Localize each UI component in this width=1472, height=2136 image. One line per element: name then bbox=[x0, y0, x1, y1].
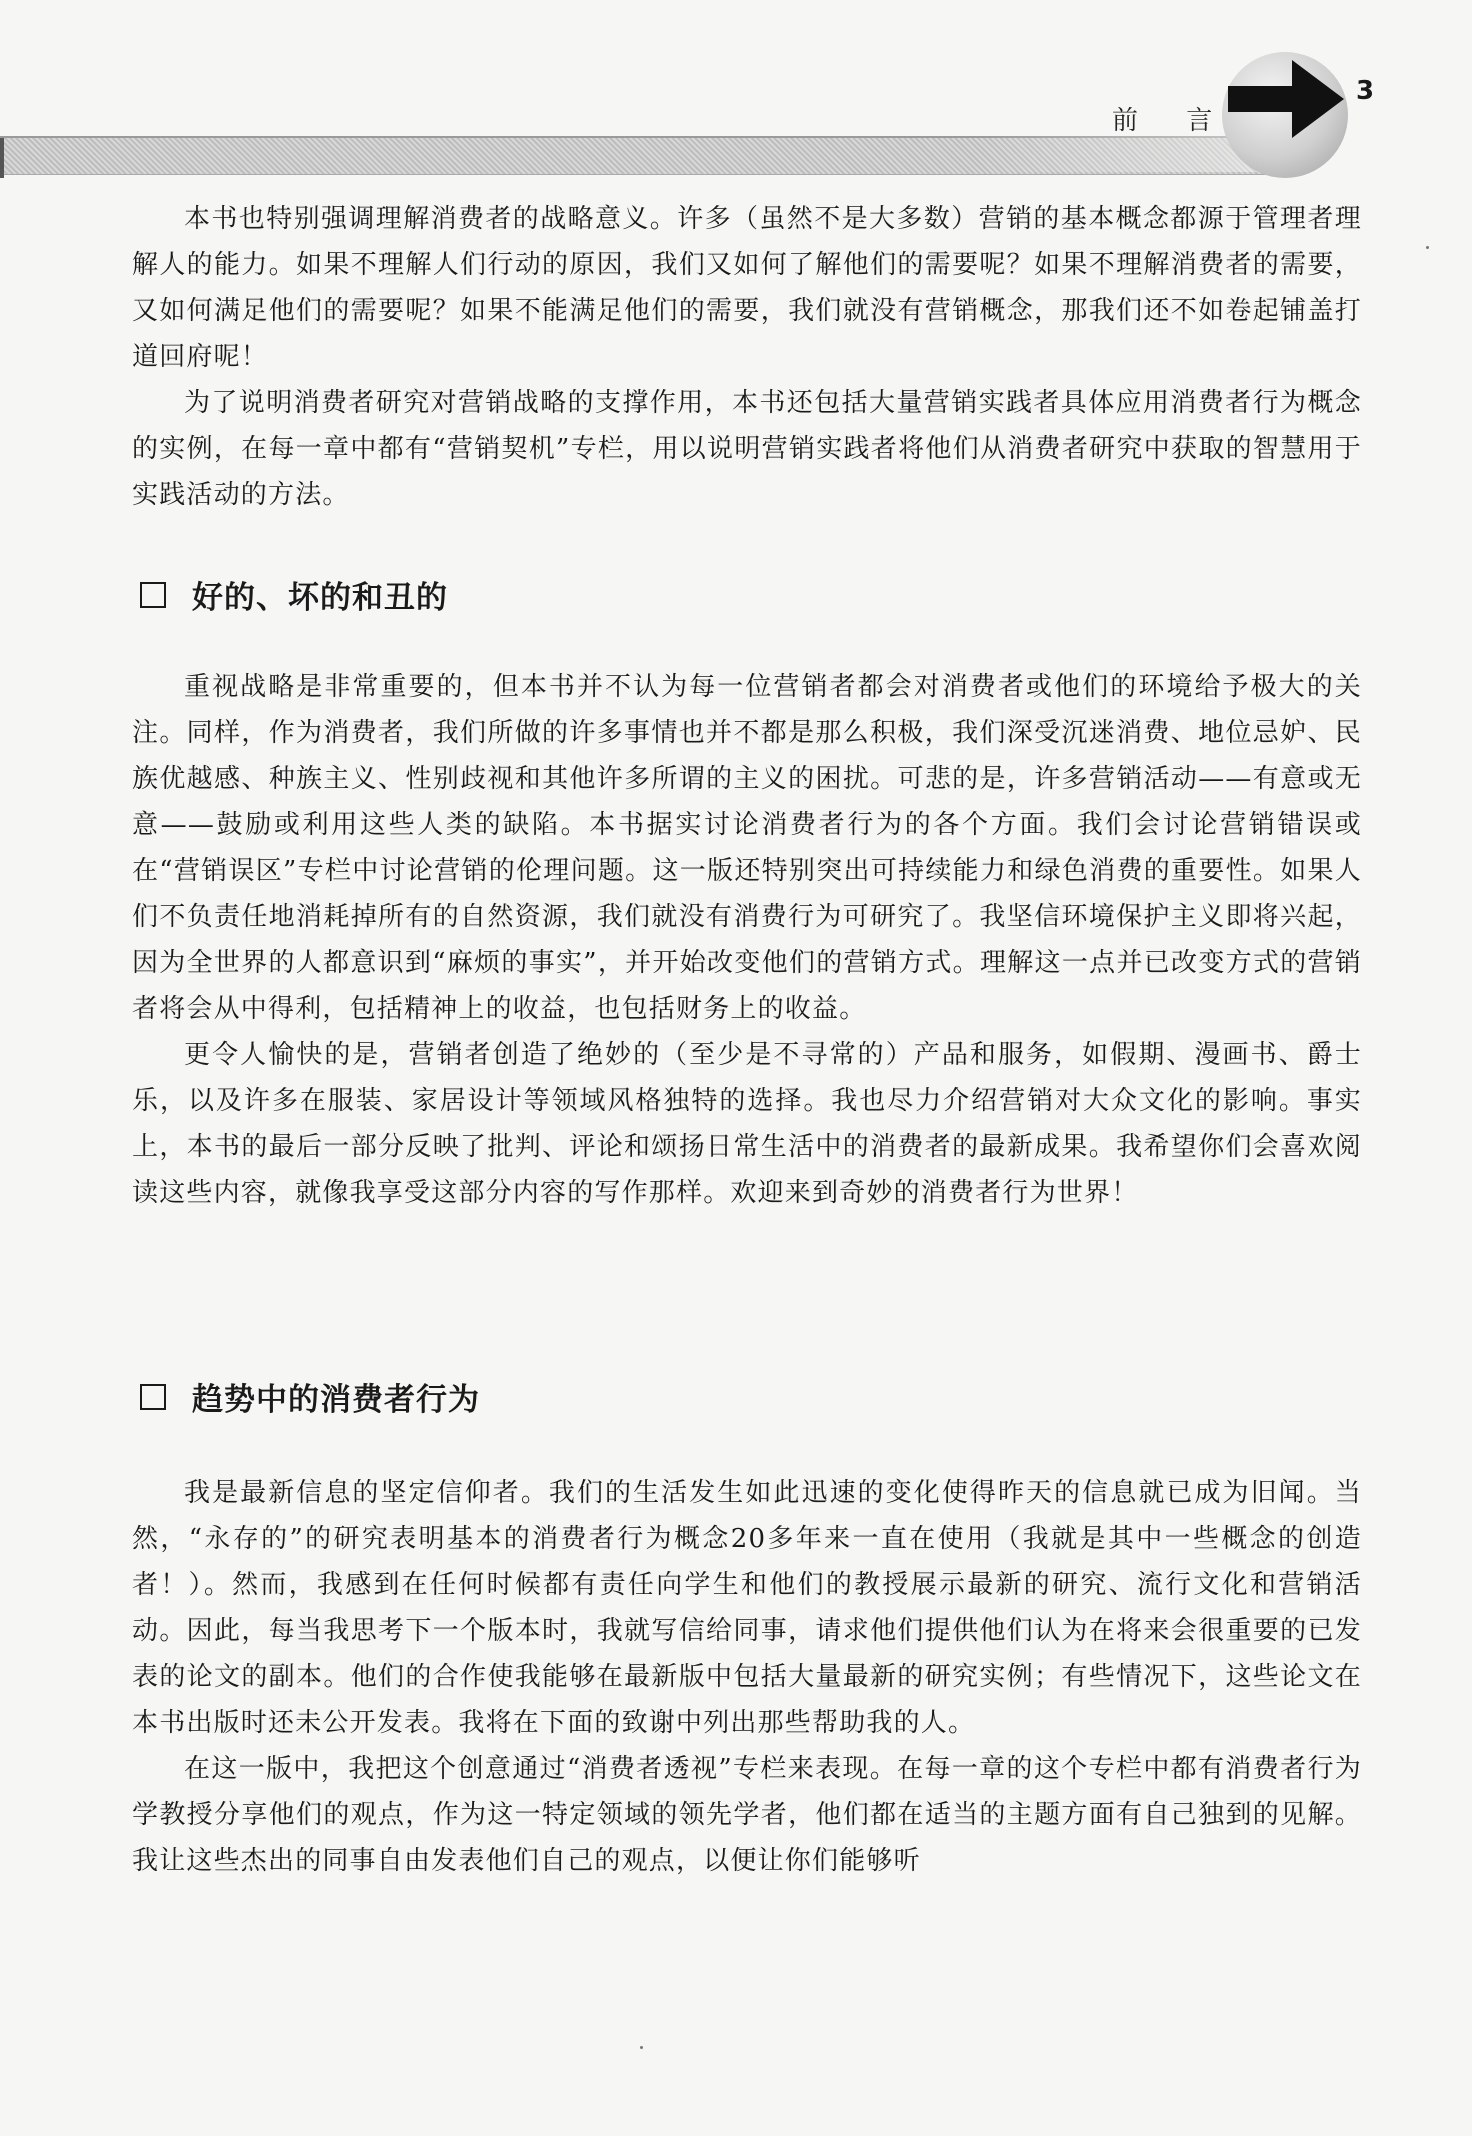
section-heading bbox=[140, 572, 448, 617]
section-heading bbox=[140, 1374, 480, 1419]
paragraph: 本书也特别强调理解消费者的战略意义。许多（虽然不是大多数）营销的基本概念都源于管理者理解人的能力。如果不理解人们行动的原因，我们又如何了解他们的需要呢？如果不理解消费者的需要，又如何满足他们的需要呢？如果不能满足他们的需要，我们就没有营销概念，那我们还不如卷起铺盖打道回府呢！ bbox=[132, 204, 1362, 372]
paragraph: 为了说明消费者研究对营销战略的支撑作用，本书还包括大量营销实践者具体应用消费者行为概念的实例，在每一章中都有“营销契机”专栏，用以说明营销实践者将他们从消费者研究中获取的智慧用于实践活动的方法。 bbox=[132, 388, 1362, 510]
section-heading-text: 趋势中的消费者行为 bbox=[192, 1382, 480, 1418]
intro-section bbox=[132, 196, 1362, 518]
paragraph: 更令人愉快的是，营销者创造了绝妙的（至少是不寻常的）产品和服务，如假期、漫画书、爵士乐，以及许多在服装、家居设计等领域风格独特的选择。我也尽力介绍营销对大众文化的影响。事实上，本书的最后一部分反映了批判、评论和颂扬日常生活中的消费者的最新成果。我希望你们会喜欢阅读这些内容，就像我享受这部分内容的写作那样。欢迎来到奇妙的消费者行为世界！ bbox=[132, 1040, 1362, 1208]
paragraph: 在这一版中，我把这个创意通过“消费者透视”专栏来表现。在每一章的这个专栏中都有消费者行为学教授分享他们的观点，作为这一特定领域的领先学者，他们都在适当的主题方面有自己独到的见解。我让这些杰出的同事自由发表他们自己的观点，以便让你们能够听 bbox=[132, 1754, 1362, 1876]
section-heading-text: 好的、坏的和丑的 bbox=[192, 580, 448, 616]
running-head: 前 言 bbox=[1112, 106, 1233, 136]
page-number: 3 bbox=[1356, 76, 1375, 106]
scan-speck bbox=[1426, 246, 1429, 249]
trends-section bbox=[132, 1470, 1362, 1884]
good-bad-ugly-section bbox=[132, 664, 1362, 1216]
header-band-fade bbox=[0, 136, 1300, 172]
paragraph: 重视战略是非常重要的，但本书并不认为每一位营销者都会对消费者或他们的环境给予极大的关注。同样，作为消费者，我们所做的许多事情也并不都是那么积极，我们深受沉迷消费、地位忌妒、民族优越感、种族主义、性别歧视和其他许多所谓的主义的困扰。可悲的是，许多营销活动——有意或无意——鼓励或利用这些人类的缺陷。本书据实讨论消费者行为的各个方面。我们会讨论营销错误或在“营销误区”专栏中讨论营销的伦理问题。这一版还特别突出可持续能力和绿色消费的重要性。如果人们不负责任地消耗掉所有的自然资源，我们就没有消费行为可研究了。我坚信环境保护主义即将兴起，因为全世界的人都意识到“麻烦的事实”，并开始改变他们的营销方式。理解这一点并已改变方式的营销者将会从中得利，包括精神上的收益，也包括财务上的收益。 bbox=[132, 672, 1362, 1024]
checkbox-square-icon bbox=[140, 582, 166, 608]
scan-speck bbox=[640, 2046, 643, 2049]
checkbox-square-icon bbox=[140, 1384, 166, 1410]
arrow-right-icon bbox=[1226, 56, 1348, 142]
page-edge-mark bbox=[0, 138, 4, 178]
paragraph: 我是最新信息的坚定信仰者。我们的生活发生如此迅速的变化使得昨天的信息就已成为旧闻。当然，“永存的”的研究表明基本的消费者行为概念20多年来一直在使用（我就是其中一些概念的创造者！）。然而，我感到在任何时候都有责任向学生和他们的教授展示最新的研究、流行文化和营销活动。因此，每当我思考下一个版本时，我就写信给同事，请求他们提供他们认为在将来会很重要的已发表的论文的副本。他们的合作使我能够在最新版中包括大量最新的研究实例；有些情况下，这些论文在本书出版时还未公开发表。我将在下面的致谢中列出那些帮助我的人。 bbox=[132, 1478, 1362, 1738]
